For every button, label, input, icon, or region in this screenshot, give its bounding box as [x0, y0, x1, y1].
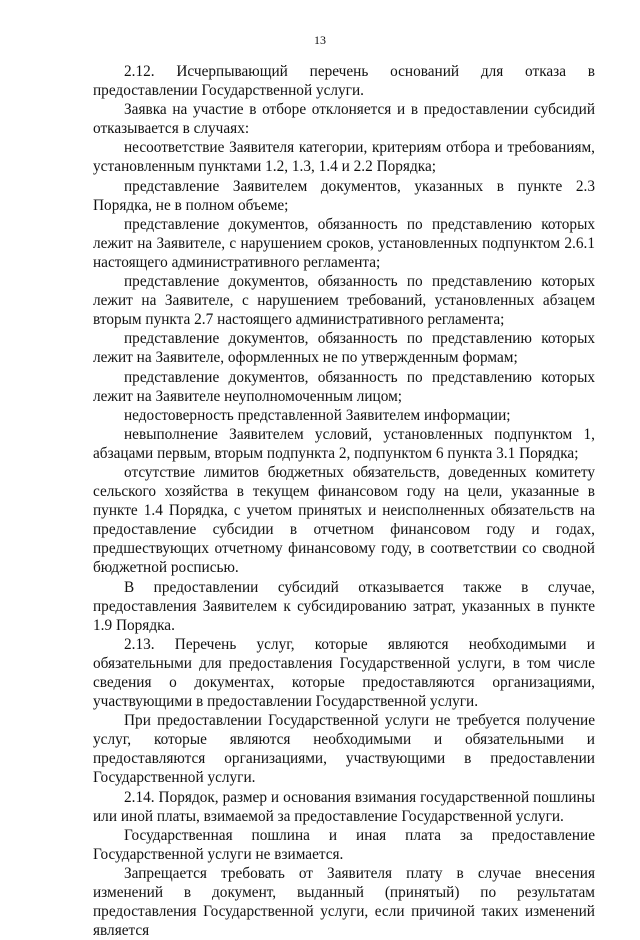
paragraph-2-13-body: При предоставлении Государственной услуги не требуется получение услуг, которые являются необходимыми и обязательными и предоставляются организациями, участвующими в предоставлении Государственной услуги. [93, 712, 595, 787]
paragraph-2-14-body: Государственная пошлина и иная плата за предоставление Государственной услуги не взимается. [93, 826, 595, 863]
paragraph-ground-costs-1-9: В предоставлении субсидий отказывается также в случае, предоставления Заявителем к субсидированию затрат, указанных в пункте 1.9 Порядка. [93, 578, 595, 634]
paragraph-ground-incomplete-docs: представление Заявителем документов, указанных в пункте 2.3 Порядка, не в полном объеме; [93, 177, 595, 214]
paragraph-rejection-intro: Заявка на участие в отборе отклоняется и в предоставлении субсидий отказывается в случаях: [93, 101, 595, 138]
paragraph-ground-wrong-forms: представление документов, обязанность по представлению которых лежит на Заявителе, оформленных не по утвержденным формам; [93, 330, 595, 367]
page-number: 13 [314, 33, 326, 47]
paragraph-ground-false-info: недостоверность представленной Заявителем информации; [124, 406, 511, 424]
paragraph-ground-noncompliance: несоответствие Заявителя категории, критериям отбора и требованиям, установленным пунктами 1.2, 1.3, 1.4 и 2.2 Порядка; [93, 139, 595, 176]
paragraph-fee-prohibition: Запрещается требовать от Заявителя плату в случае внесения изменений в документ, выданный (принятый) по результатам предоставления Государственной услуги, если причиной таких изменений является [93, 864, 595, 940]
document-body [93, 62, 595, 940]
paragraph-2-12-heading: 2.12. Исчерпывающий перечень оснований для отказа в предоставлении Государственной услуги. [93, 63, 595, 100]
paragraph-ground-unauthorized-person: представление документов, обязанность по представлению которых лежит на Заявителе неуполномоченным лицом; [93, 368, 595, 405]
paragraph-ground-no-budget-limits: отсутствие лимитов бюджетных обязательств, доведенных комитету сельского хозяйства в текущем финансовом году на цели, указанные в пункте 1.4 Порядка, с учетом принятых и неисполненных обязательств на предоставление субсидии в отчетном финансовом году и годах, предшествующих отчетному финансовому году, в соответствии со сводной бюджетной росписью. [93, 463, 595, 577]
paragraph-ground-late-docs: представление документов, обязанность по представлению которых лежит на Заявителе, с нарушением сроков, установленных подпунктом 2.6.1 настоящего административного регламента; [93, 215, 595, 271]
paragraph-2-13-heading: 2.13. Перечень услуг, которые являются необходимыми и обязательными для предоставления Государственной услуги, в том числе сведения о документах, которые предоставляются организациями, участвующими в предоставлении Государственной услуги. [93, 635, 595, 711]
paragraph-ground-requirements-violation: представление документов, обязанность по представлению которых лежит на Заявителе, с нарушением требований, установленных абзацем вторым пункта 2.7 настоящего административного регламента; [93, 273, 595, 329]
paragraph-ground-conditions-not-met: невыполнение Заявителем условий, установленных подпунктом 1, абзацами первым, вторым подпункта 2, подпунктом 6 пункта 3.1 Порядка; [93, 425, 595, 462]
paragraph-2-14-heading: 2.14. Порядок, размер и основания взимания государственной пошлины или иной платы, взимаемой за предоставление Государственной услуги. [93, 788, 595, 825]
